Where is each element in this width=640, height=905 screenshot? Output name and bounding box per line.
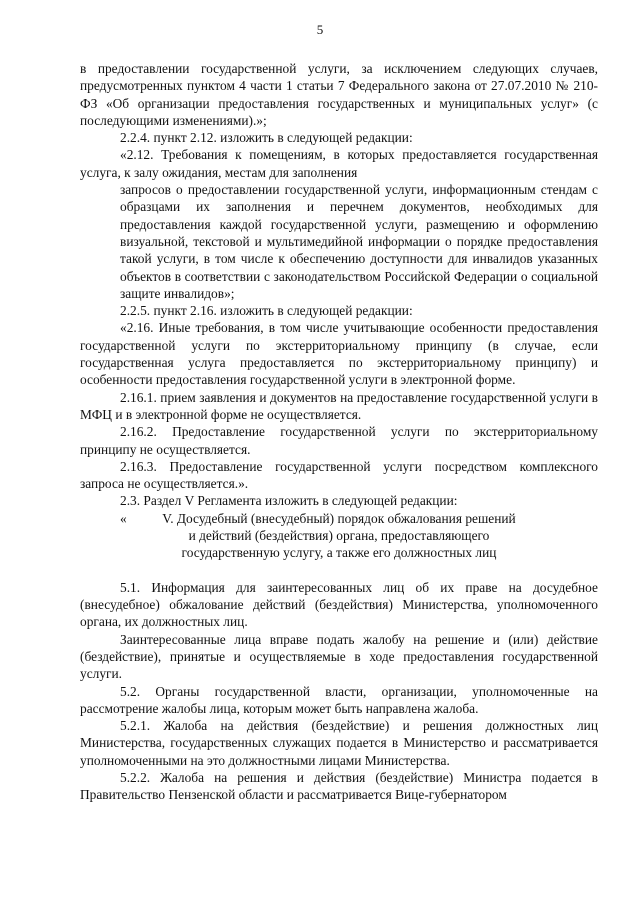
paragraph: 2.16.2. Предоставление государственной услуги по экстерриториальному принципу не осуществляется. [80, 424, 598, 457]
paragraph: 2.2.5. пункт 2.16. изложить в следующей редакции: [120, 303, 413, 319]
paragraph: Заинтересованные лица вправе подать жалобу на решение и (или) действие (бездействие), принятые и осуществляемые в ходе предоставления государственной услуги. [80, 631, 598, 682]
paragraph: 5.2.1. Жалоба на действия (бездействие) и решения должностных лиц Министерства, государственных служащих подается в Министерство и рассматривается уполномоченными на это должностными лицами Министерства. [80, 718, 598, 768]
paragraph: 5.2. Органы государственной власти, организации, уполномоченные на рассмотрение жалобы лица, которым может быть направлена жалоба. [80, 683, 598, 716]
heading-quote-mark: « [120, 510, 127, 526]
paragraph: 2.16.1. прием заявления и документов на предоставление государственной услуги в МФЦ и в электронной форме не осуществляется. [80, 389, 598, 422]
heading-line: государственную услугу, а также его должностных лиц [181, 544, 497, 560]
page-number: 5 [316, 22, 324, 37]
paragraph: 5.2.2. Жалоба на решения и действия (бездействие) Министра подается в Правительство Пензенской области и рассматривается Вице-губернатором [80, 769, 598, 803]
heading-line: и действий (бездействия) органа, предоставляющего [188, 527, 490, 543]
paragraph: «2.16. Иные требования, в том числе учитывающие особенности предоставления государственной услуги по экстерриториальному принципу (в случае, если государственная услуга предоставляется по экстерриториальному принципу) и особенности предоставления государственной услуги в электронной форме. [80, 320, 598, 388]
paragraph: 2.2.4. пункт 2.12. изложить в следующей редакции: [120, 130, 413, 146]
paragraph: 2.3. Раздел V Регламента изложить в следующей редакции: [120, 493, 458, 509]
heading-line: V. Досудебный (внесудебный) порядок обжалования решений [162, 510, 516, 526]
paragraph: в предоставлении государственной услуги, за исключением следующих случаев, предусмотренных пунктом 4 части 1 статьи 7 Федерального закона от 27.07.2010 № 210-ФЗ «Об организации предоставления государственных и муниципальных услуг» (с последующими изменениями).»; [80, 61, 598, 128]
paragraph: 5.1. Информация для заинтересованных лиц об их праве на досудебное (внесудебное) обжалование действий (бездействия) Министерства, уполномоченного органа, их должностных лиц. [80, 579, 598, 630]
document-body [80, 60, 598, 804]
paragraph: запросов о предоставлении государственной услуги, информационным стендам с образцами их заполнения и перечнем документов, необходимых для предоставления каждой государственной услуги, размещению и оформлению визуальной, текстовой и мультимедийной информации о порядке предоставления такой услуги, в том числе к обеспечению доступности для инвалидов указанных объектов в соответствии с законодательством Российской Федерации о социальной защите инвалидов»; [120, 182, 598, 301]
paragraph: «2.12. Требования к помещениям, в которых предоставляется государственная услуга, к залу ожидания, местам для заполнения [80, 147, 598, 180]
section-heading [80, 510, 598, 562]
paragraph: 2.16.3. Предоставление государственной услуги посредством комплексного запроса не осуществляется.». [80, 458, 598, 492]
